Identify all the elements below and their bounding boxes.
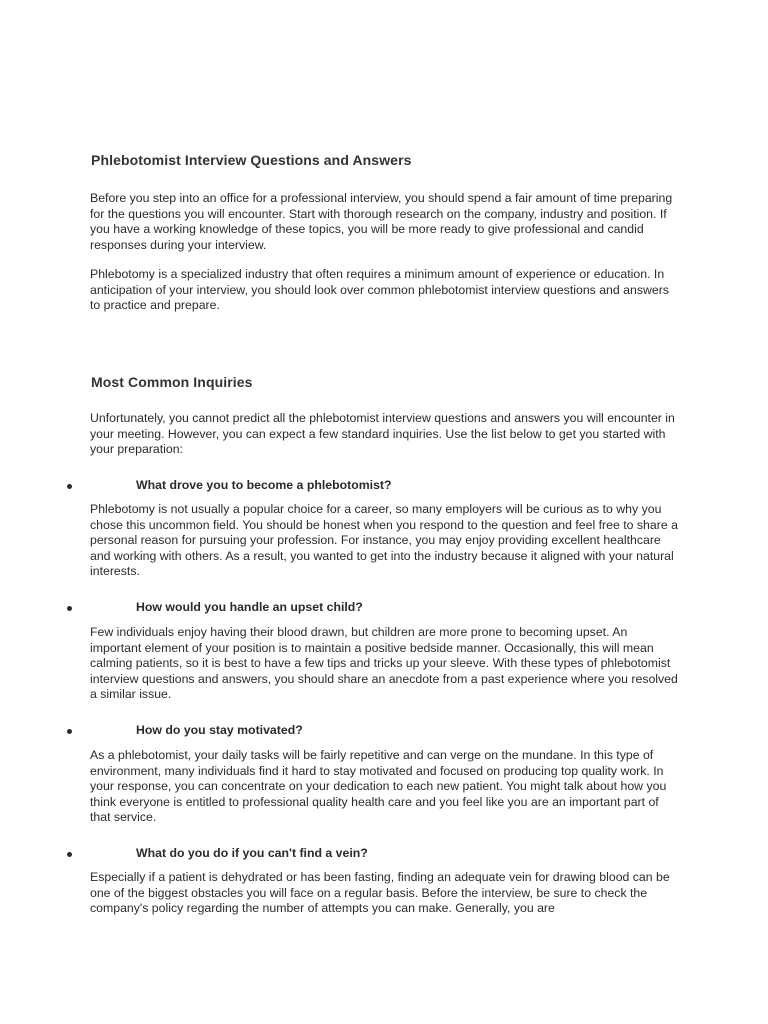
question-4-heading: What do you do if you can't find a vein? <box>136 846 368 860</box>
question-3-answer: As a phlebotomist, your daily tasks will be fairly repetitive and can verge on the mundane. In this type of environment, many individuals find it hard to stay motivated and focused on producing top quality work. In your response, you can concentrate on your dedication to each new patient. You might talk about how you think everyone is entitled to professional quality health care and you feel like you are an important part of that service. <box>90 748 667 825</box>
bullet-dot-icon <box>67 484 72 489</box>
question-1-answer: Phlebotomy is not usually a popular choice for a career, so many employers will be curious as to why you chose this uncommon field. You should be honest when you respond to the question and feel free to share a personal reason for pursuing your profession. For instance, you may enjoy providing excellent healthcare and working with others. As a result, you wanted to get into the industry because it aligned with your natural interests. <box>90 502 678 579</box>
section-heading: Most Common Inquiries <box>91 374 253 390</box>
section-intro-paragraph: Unfortunately, you cannot predict all the phlebotomist interview questions and answers you will encounter in your meeting. However, you can expect a few standard inquiries. Use the list below to get you started with your preparation: <box>90 411 675 457</box>
bullet-dot-icon <box>67 852 72 857</box>
question-2-heading: How would you handle an upset child? <box>136 600 363 614</box>
bullet-dot-icon <box>67 729 72 734</box>
question-3-heading: How do you stay motivated? <box>136 723 303 737</box>
question-4-answer: Especially if a patient is dehydrated or has been fasting, finding an adequate vein for drawing blood can be one of the biggest obstacles you will face on a regular basis. Before the interview, be sure to check the company's policy regarding the number of attempts you can make. Generally, you are <box>90 870 670 916</box>
intro-paragraph-2: Phlebotomy is a specialized industry that often requires a minimum amount of experience or education. In anticipation of your interview, you should look over common phlebotomist interview questions and answers to practice and prepare. <box>90 267 669 313</box>
intro-paragraph-1: Before you step into an office for a professional interview, you should spend a fair amount of time preparing for the questions you will encounter. Start with thorough research on the company, industry and position. If you have a working knowledge of these topics, you will be more ready to give professional and candid responses during your interview. <box>90 191 673 252</box>
question-2-answer: Few individuals enjoy having their blood drawn, but children are more prone to becoming upset. An important element of your position is to maintain a positive bedside manner. Occasionally, this will mean calming patients, so it is best to have a few tips and tricks up your sleeve. With these types of phlebotomist interview questions and answers, you should share an anecdote from a past experience where you resolved a similar issue. <box>90 625 678 702</box>
page-title: Phlebotomist Interview Questions and Answers <box>91 152 412 168</box>
bullet-dot-icon <box>67 606 72 611</box>
question-1-heading: What drove you to become a phlebotomist? <box>136 478 392 492</box>
